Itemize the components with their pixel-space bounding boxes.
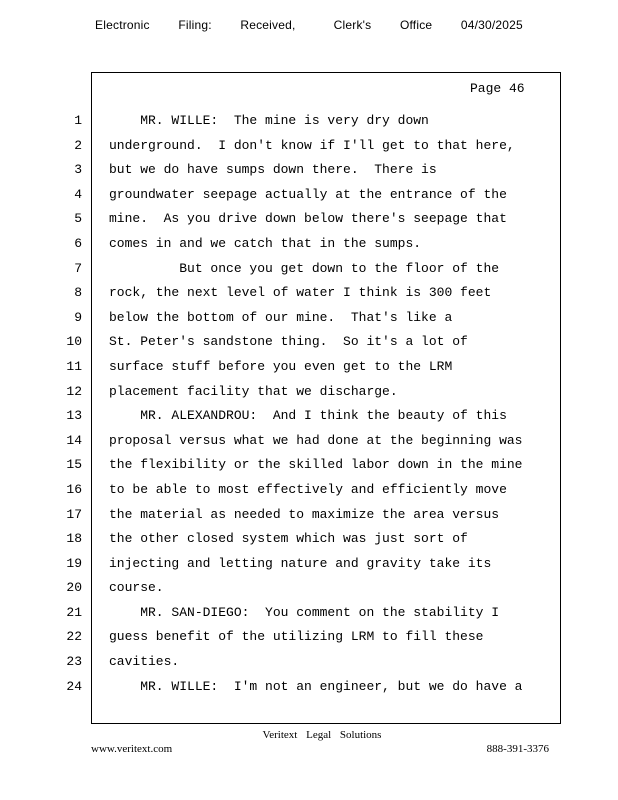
- transcript-line: guess benefit of the utilizing LRM to fill these: [109, 629, 484, 645]
- line-number: 18: [66, 531, 82, 547]
- line-number: 5: [74, 211, 82, 227]
- transcript-line: below the bottom of our mine. That's like a: [109, 309, 453, 325]
- transcript-line: MR. ALEXANDROU: And I think the beauty of this: [109, 408, 507, 424]
- line-number: 23: [66, 654, 82, 670]
- transcript-line: mine. As you drive down below there's seepage that: [109, 211, 507, 227]
- transcript-line: but we do have sumps down there. There is: [109, 162, 437, 178]
- transcript-line: underground. I don't know if I'll get to that here,: [109, 137, 515, 153]
- line-number: 8: [74, 285, 82, 301]
- page-number: Page 46: [470, 81, 525, 96]
- transcript-line: proposal versus what we had done at the beginning was: [109, 432, 523, 448]
- line-number: 12: [66, 383, 82, 399]
- line-number: 2: [74, 137, 82, 153]
- line-number: 13: [66, 408, 82, 424]
- line-number: 19: [66, 555, 82, 571]
- transcript-line: the other closed system which was just sort of: [109, 531, 468, 547]
- transcript-line: rock, the next level of water I think is 300 feet: [109, 285, 492, 301]
- transcript-line: groundwater seepage actually at the entrance of the: [109, 186, 507, 202]
- line-number: 7: [74, 260, 82, 276]
- line-number: 6: [74, 235, 82, 251]
- transcript-line: But once you get down to the floor of the: [109, 260, 500, 276]
- line-number: 11: [66, 358, 82, 374]
- line-number: 9: [74, 309, 82, 325]
- line-number: 21: [66, 604, 82, 620]
- line-number: 20: [66, 580, 82, 596]
- line-number: 22: [66, 629, 82, 645]
- transcript-line: comes in and we catch that in the sumps.: [109, 235, 422, 251]
- line-number-column: [60, 112, 82, 702]
- transcript-line: surface stuff before you even get to the LRM: [109, 358, 453, 374]
- transcript-line: course.: [109, 580, 164, 596]
- line-number: 16: [66, 481, 82, 497]
- transcript-line: St. Peter's sandstone thing. So it's a lot of: [109, 334, 468, 350]
- transcript-line: injecting and letting nature and gravity take its: [109, 555, 492, 571]
- transcript-line: the flexibility or the skilled labor down in the mine: [109, 457, 523, 473]
- transcript-line: MR. WILLE: The mine is very dry down: [109, 113, 429, 128]
- transcript-line: the material as needed to maximize the area versus: [109, 506, 500, 522]
- line-number: 14: [66, 432, 82, 448]
- footer-phone: 888-391-3376: [486, 743, 549, 755]
- transcript-line: MR. SAN-DIEGO: You comment on the stability I: [109, 604, 500, 620]
- line-number: 24: [66, 678, 82, 694]
- transcript-line: MR. WILLE: I'm not an engineer, but we do have a: [109, 678, 523, 694]
- line-number: 17: [66, 506, 82, 522]
- transcript-line: placement facility that we discharge.: [109, 383, 398, 399]
- line-number: 1: [74, 113, 82, 128]
- filing-stamp-header: Electronic Filing: Received, Clerk's Office 04/30/2025: [95, 18, 523, 32]
- line-number: 4: [74, 186, 82, 202]
- line-number: 10: [66, 334, 82, 350]
- transcript-line: to be able to most effectively and efficiently move: [109, 481, 507, 497]
- line-number: 15: [66, 457, 82, 473]
- footer-company: Veritext Legal Solutions: [262, 729, 382, 741]
- transcript-text: [109, 112, 549, 702]
- line-number: 3: [74, 162, 82, 178]
- transcript-line: cavities.: [109, 654, 180, 670]
- footer-website: www.veritext.com: [91, 743, 173, 755]
